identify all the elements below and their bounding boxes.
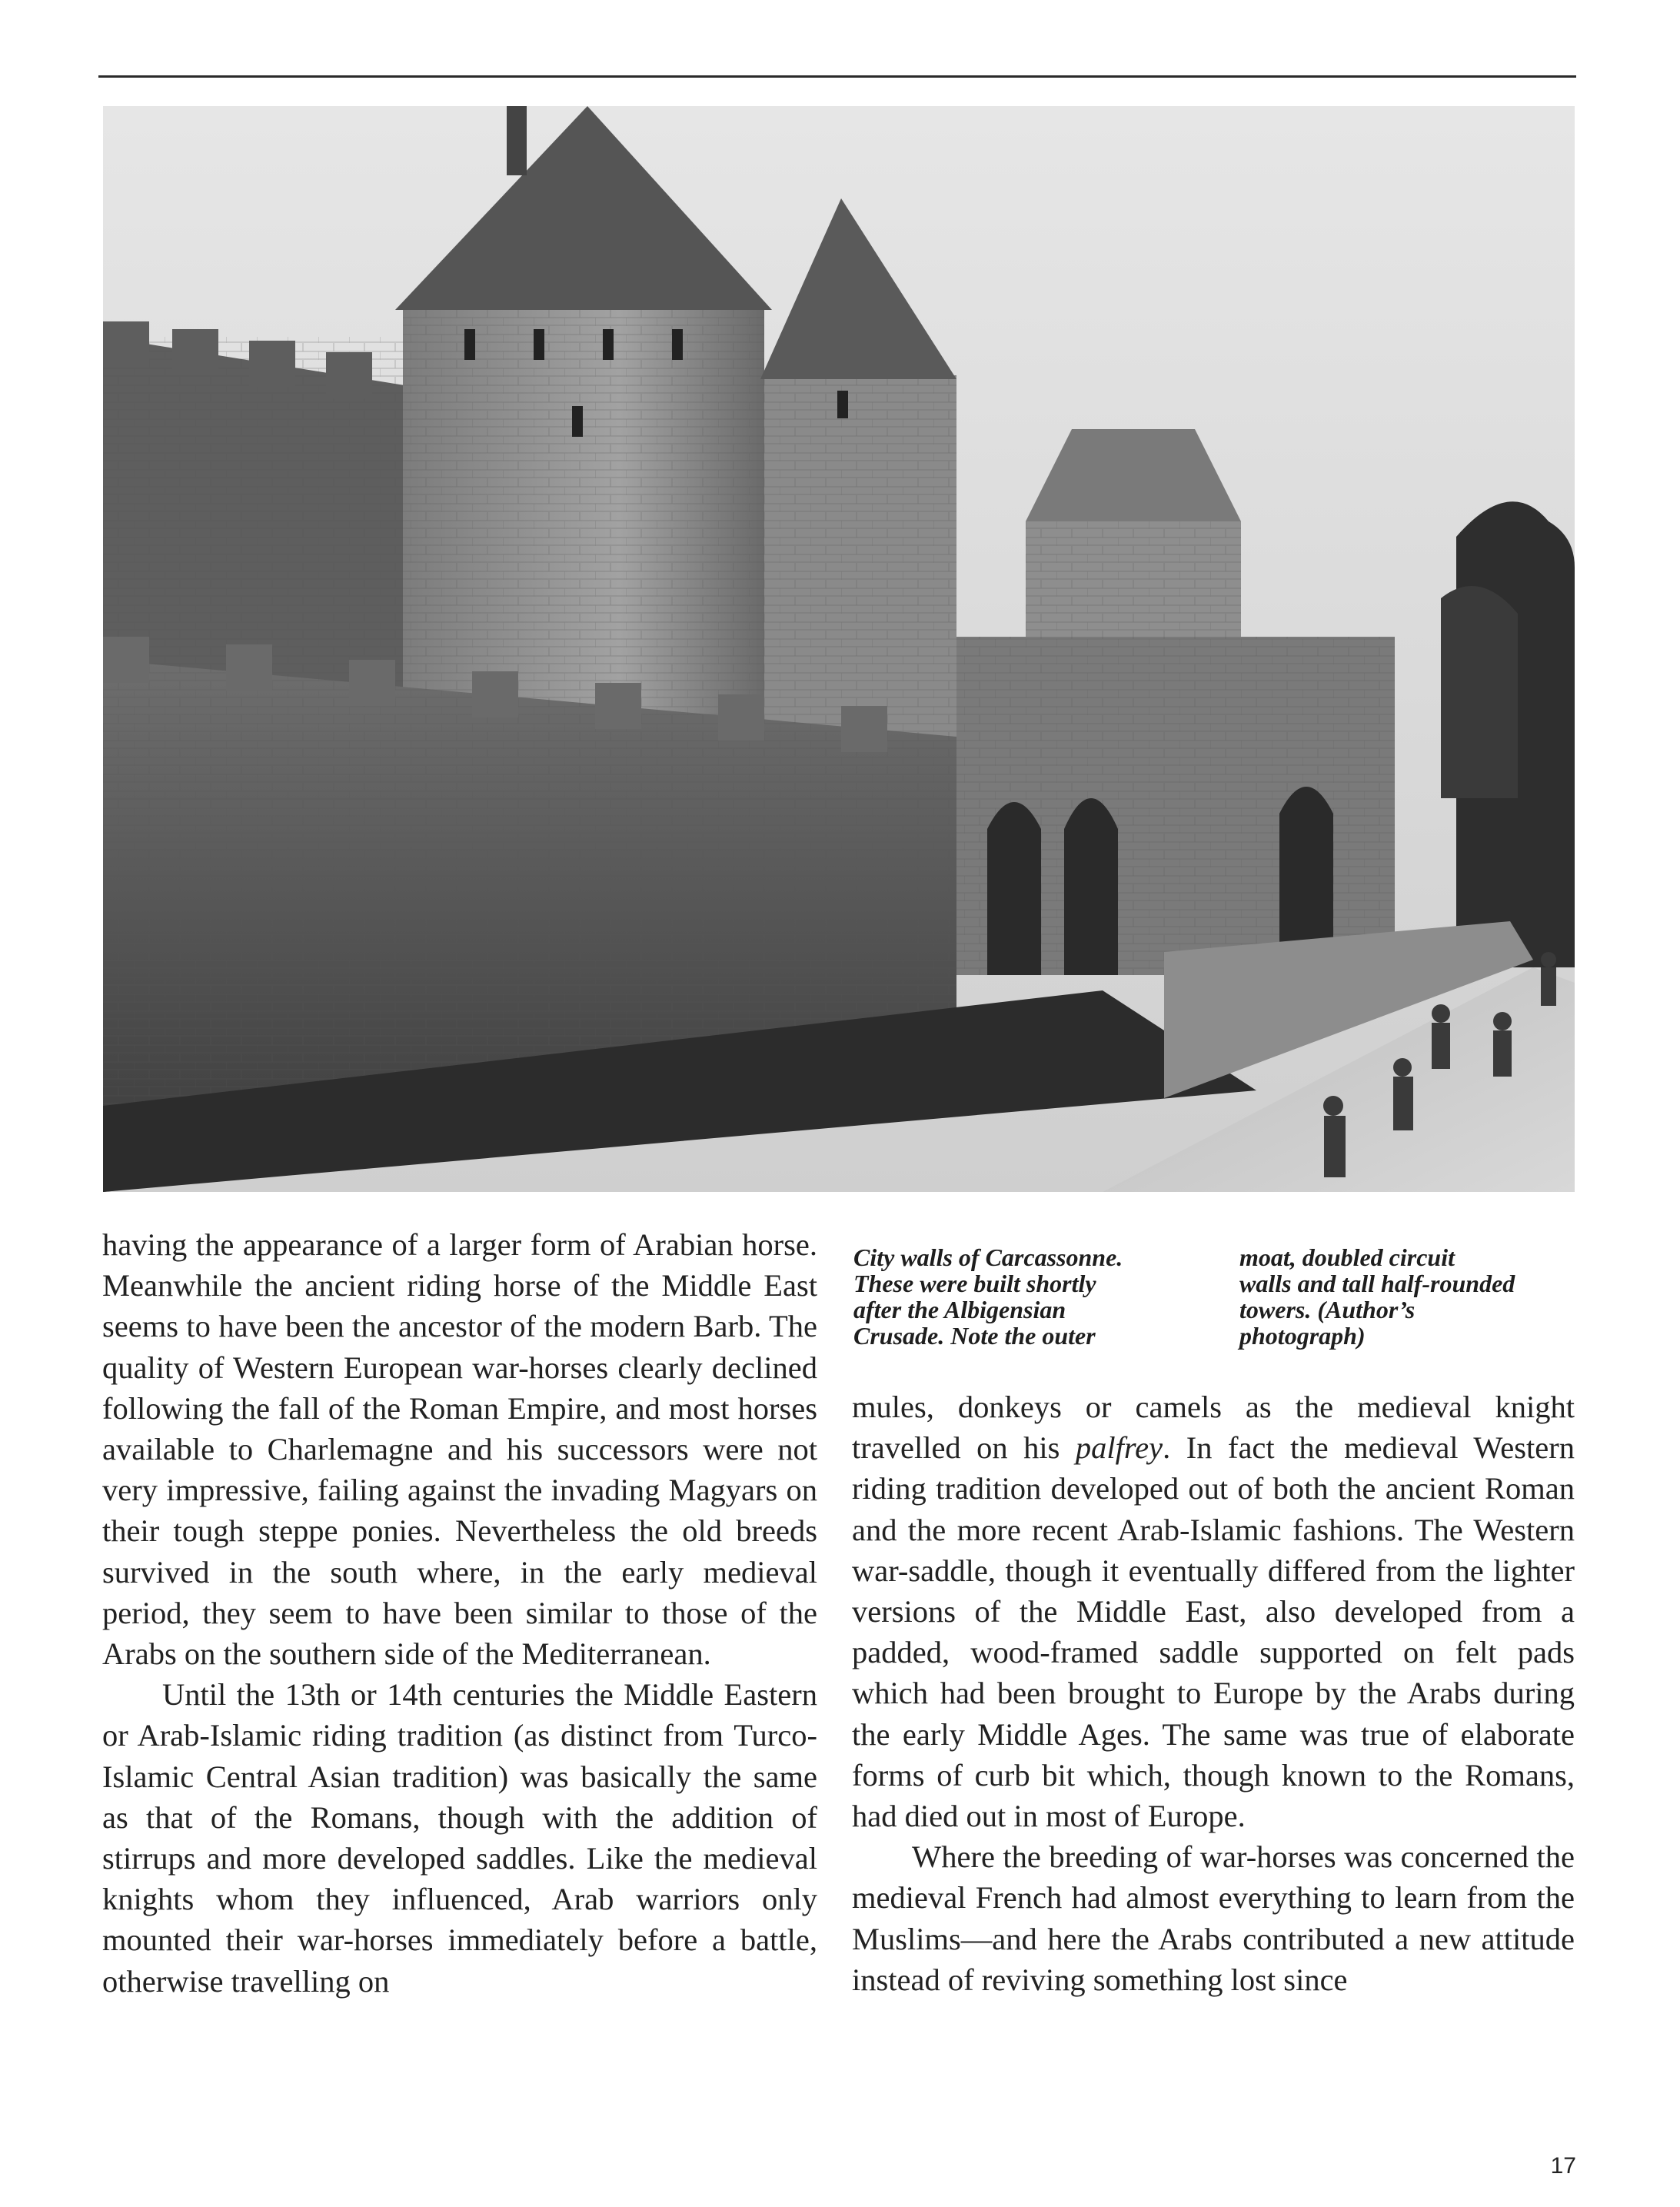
right-paragraph-1-end: . In fact the medieval Western riding tradition developed out of both the ancient Roman and the more recent Arab-Islamic fashions. The Western war-saddle, though it eventually differed from the lighter versions of the Middle East, also developed from a padded, wood-framed saddle supported on felt pads which had been brought to Europe by the Arabs during the early Middle Ages. The same was true of elaborate forms of curb bit which, though known to the Romans, had died out in most of Europe. [852,1430,1575,1834]
right-column [852,1386,1575,2000]
right-paragraph-1 [852,1386,1575,1836]
photo-caption-part-1: City walls of Carcassonne. These were built shortly after the Albigensian Crusade. Note the outer [853,1243,1123,1350]
palfrey-term: palfrey [1075,1430,1163,1466]
left-column [102,1224,817,2002]
photo-caption-part-2: moat, doubled circuit walls and tall half-rounded towers. (Author’s photograph) [1239,1243,1515,1350]
left-paragraph-1: having the appearance of a larger form of Arabian horse. Meanwhile the ancient riding horse of the Middle East seems to have been the ancestor of the modern Barb. The quality of Western European war-horses clearly declined following the fall of the Roman Empire, and most horses available to Charlemagne and his successors were not very impressive, failing against the invading Magyars on their tough steppe ponies. Nevertheless the old breeds survived in the south where, in the early medieval period, they seem to have been similar to those of the Arabs on the southern side of the Mediterranean. [102,1227,817,1672]
left-paragraph-2: Until the 13th or 14th centuries the Middle Eastern or Arab-Islamic riding tradition (as distinct from Turco-Islamic Central Asian tradition) was basically the same as that of the Romans, though with the addition of stirrups and more developed saddles. Like the medieval knights whom they influenced, Arab warriors only mounted their war-horses immediately before a battle, otherwise travelling on [102,1677,817,1999]
castle-photo [103,106,1575,1192]
header-rule [98,75,1576,78]
right-paragraph-1-start: mules, donkeys or camels as the medieval knight travelled on his [852,1390,1575,1466]
right-paragraph-2: Where the breeding of war-horses was concerned the medieval French had almost everything to learn from the Muslims—and here the Arabs contributed a new attitude instead of reviving something lost since [852,1839,1575,1997]
page-number: 17 [1550,2153,1576,2179]
